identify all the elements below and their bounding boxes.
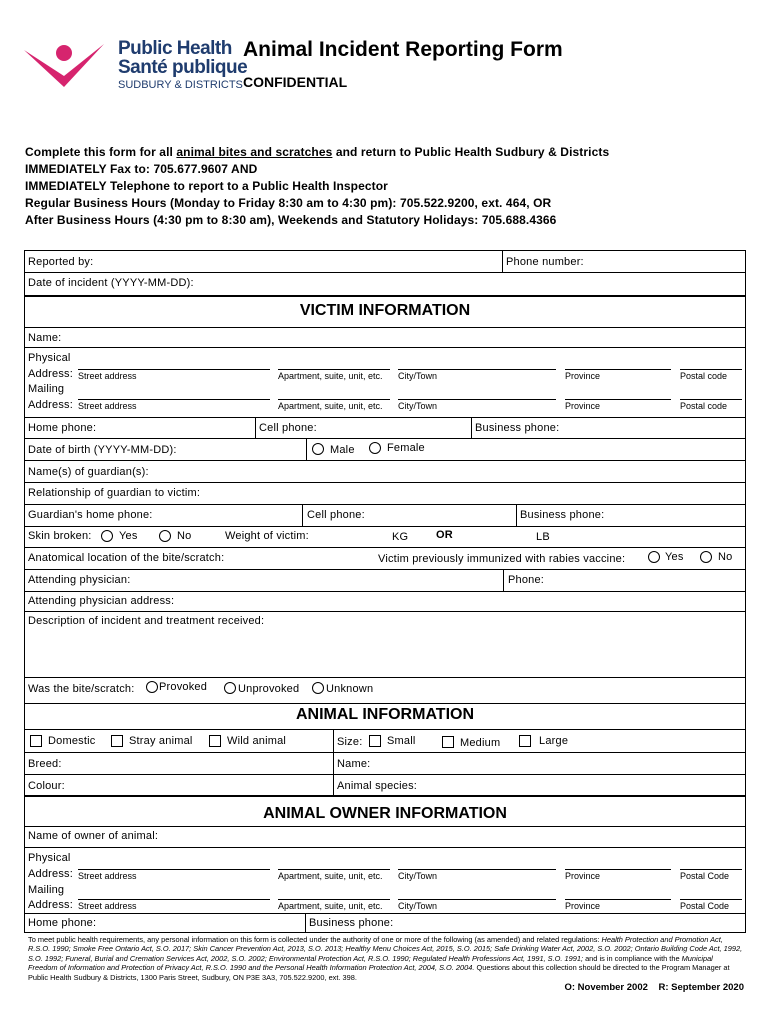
colour-label[interactable]: Colour: bbox=[28, 780, 65, 792]
owner-home-phone-label[interactable]: Home phone: bbox=[28, 917, 97, 929]
owner-phys-apt[interactable]: Apartment, suite, unit, etc. bbox=[278, 871, 383, 881]
confidential-label: CONFIDENTIAL bbox=[243, 74, 348, 90]
unprovoked-label: Unprovoked bbox=[238, 683, 300, 695]
victim-heading: VICTIM INFORMATION bbox=[299, 302, 471, 319]
privacy-p1i: Health Protection and Promotion Act, R.S.O. 1990; Smoke Free Ontario Act, S.O. 2017; Skin Cancer Prevention Act, 2013, S.O. 2013; Healthy Menu Choices Act, 2015, S.O. 2015; Safe Drinking Water Act, 2002, S.O. 2002; Ontario Building Code Act, 1992, S.O. 1992; Funeral, Burial and Cremation Services Act, 2002, S.O. 2002; Environmental Protection Act, R.S.O. 1990; Regulated Health Professions Act, 1991, S.O. 1991; bbox=[28, 935, 743, 963]
victim-address-label-2: Address: bbox=[28, 399, 74, 411]
owner-physical-label: Physical bbox=[28, 852, 71, 864]
male-radio[interactable] bbox=[312, 443, 324, 455]
immunized-no-label: No bbox=[718, 551, 733, 563]
guardian-cell-phone-label[interactable]: Cell phone: bbox=[307, 509, 365, 521]
victim-address-label-1: Address: bbox=[28, 368, 74, 380]
victim-mail-province[interactable]: Province bbox=[565, 401, 601, 411]
was-bite-label: Was the bite/scratch: bbox=[28, 683, 135, 695]
breed-label[interactable]: Breed: bbox=[28, 758, 62, 770]
unknown-radio[interactable] bbox=[312, 682, 324, 694]
owner-phys-province[interactable]: Province bbox=[565, 871, 601, 881]
org-sub: SUDBURY & DISTRICTS bbox=[118, 79, 243, 91]
reported-by-label[interactable]: Reported by: bbox=[28, 256, 94, 268]
victim-phys-street[interactable]: Street address bbox=[78, 371, 137, 381]
medium-checkbox[interactable] bbox=[442, 736, 454, 748]
stray-checkbox[interactable] bbox=[111, 735, 123, 747]
privacy-p3: Questions about this collection should be directed to the Program Manager at Public Health Sudbury & Districts, 1300 Paris Street, Sudbury, ON P3E 3A3, 705.522.9200, ext. 398. bbox=[28, 963, 730, 982]
relationship-label[interactable]: Relationship of guardian to victim: bbox=[28, 487, 201, 499]
victim-mail-city[interactable]: City/Town bbox=[398, 401, 438, 411]
instructions bbox=[25, 144, 609, 229]
owner-mail-postal[interactable]: Postal Code bbox=[680, 901, 730, 911]
unknown-label: Unknown bbox=[326, 683, 374, 695]
stray-label: Stray animal bbox=[129, 735, 193, 747]
anatomical-label[interactable]: Anatomical location of the bite/scratch: bbox=[28, 552, 225, 564]
domestic-checkbox[interactable] bbox=[30, 735, 42, 747]
victim-phys-apt[interactable]: Apartment, suite, unit, etc. bbox=[278, 371, 383, 381]
owner-mail-apt[interactable]: Apartment, suite, unit, etc. bbox=[278, 901, 383, 911]
owner-mailing-label: Mailing bbox=[28, 884, 65, 896]
immunized-label: Victim previously immunized with rabies vaccine: bbox=[378, 553, 626, 565]
victim-phys-postal[interactable]: Postal code bbox=[680, 371, 728, 381]
owner-name-label[interactable]: Name of owner of animal: bbox=[28, 830, 159, 842]
species-label[interactable]: Animal species: bbox=[337, 780, 418, 792]
victim-mailing-label: Mailing bbox=[28, 383, 65, 395]
wild-label: Wild animal bbox=[227, 735, 287, 747]
immunized-no-radio[interactable] bbox=[700, 551, 712, 563]
skin-broken-label: Skin broken: bbox=[28, 530, 92, 542]
owner-mail-street[interactable]: Street address bbox=[78, 901, 137, 911]
version-label: O: November 2002 R: September 2020 bbox=[564, 982, 744, 993]
victim-mail-street[interactable]: Street address bbox=[78, 401, 137, 411]
animal-heading: ANIMAL INFORMATION bbox=[295, 706, 475, 723]
privacy-notice bbox=[28, 935, 744, 982]
logo bbox=[22, 40, 106, 92]
owner-address-label-1: Address: bbox=[28, 868, 74, 880]
instr-2: IMMEDIATELY Fax to: 705.677.9607 AND bbox=[25, 162, 258, 176]
immunized-yes-radio[interactable] bbox=[648, 551, 660, 563]
physician-address-label[interactable]: Attending physician address: bbox=[28, 595, 175, 607]
owner-phys-postal[interactable]: Postal Code bbox=[680, 871, 730, 881]
skin-no-label: No bbox=[177, 530, 192, 542]
privacy-p1: To meet public health requirements, any personal information on this form is collected under the authority of one or more of the following (as amended) and related regulations: bbox=[28, 935, 602, 944]
immunized-yes-label: Yes bbox=[665, 551, 684, 563]
guardian-business-phone-label[interactable]: Business phone: bbox=[520, 509, 605, 521]
provoked-radio[interactable] bbox=[146, 681, 158, 693]
victim-dob-label[interactable]: Date of birth (YYYY-MM-DD): bbox=[28, 444, 177, 456]
victim-phys-city[interactable]: City/Town bbox=[398, 371, 438, 381]
description-label[interactable]: Description of incident and treatment received: bbox=[28, 615, 265, 627]
physician-phone-label[interactable]: Phone: bbox=[508, 574, 545, 586]
instr-3: IMMEDIATELY Telephone to report to a Public Health Inspector bbox=[25, 179, 388, 193]
victim-cell-phone-label[interactable]: Cell phone: bbox=[259, 422, 317, 434]
date-incident-label[interactable]: Date of incident (YYYY-MM-DD): bbox=[28, 277, 194, 289]
male-label: Male bbox=[330, 444, 355, 456]
victim-name-label[interactable]: Name: bbox=[28, 332, 62, 344]
instr-1c: and return to Public Health Sudbury & Districts bbox=[332, 145, 610, 159]
skin-yes-label: Yes bbox=[119, 530, 138, 542]
animal-name-label[interactable]: Name: bbox=[337, 758, 371, 770]
org-name-en: Public Health bbox=[118, 38, 232, 59]
victim-phys-province[interactable]: Province bbox=[565, 371, 601, 381]
instr-1a: Complete this form for all bbox=[25, 145, 177, 159]
owner-mail-city[interactable]: City/Town bbox=[398, 901, 438, 911]
unprovoked-radio[interactable] bbox=[224, 682, 236, 694]
owner-address-label-2: Address: bbox=[28, 899, 74, 911]
instr-1b: animal bites and scratches bbox=[176, 145, 333, 159]
physician-label[interactable]: Attending physician: bbox=[28, 574, 131, 586]
small-checkbox[interactable] bbox=[369, 735, 381, 747]
victim-mail-apt[interactable]: Apartment, suite, unit, etc. bbox=[278, 401, 383, 411]
medium-label: Medium bbox=[460, 737, 501, 749]
owner-mail-province[interactable]: Province bbox=[565, 901, 601, 911]
victim-physical-label: Physical bbox=[28, 352, 71, 364]
weight-label[interactable]: Weight of victim: bbox=[225, 530, 309, 542]
size-label: Size: bbox=[337, 736, 363, 748]
or-label: OR bbox=[436, 529, 453, 541]
provoked-label: Provoked bbox=[159, 681, 208, 693]
large-checkbox[interactable] bbox=[519, 735, 531, 747]
form-title: Animal Incident Reporting Form bbox=[243, 38, 563, 61]
org-name-fr: Santé publique bbox=[118, 57, 248, 78]
owner-phys-city[interactable]: City/Town bbox=[398, 871, 438, 881]
large-label: Large bbox=[539, 735, 569, 747]
victim-home-phone-label[interactable]: Home phone: bbox=[28, 422, 97, 434]
owner-heading: ANIMAL OWNER INFORMATION bbox=[263, 805, 507, 822]
domestic-label: Domestic bbox=[48, 735, 96, 747]
female-radio[interactable] bbox=[369, 442, 381, 454]
skin-no-radio[interactable] bbox=[159, 530, 171, 542]
guardian-home-phone-label[interactable]: Guardian's home phone: bbox=[28, 509, 153, 521]
instr-4: Regular Business Hours (Monday to Friday 8:30 am to 4:30 pm): 705.522.9200, ext. 464, OR bbox=[25, 196, 552, 210]
phone-number-label[interactable]: Phone number: bbox=[506, 256, 584, 268]
kg-label: KG bbox=[392, 531, 409, 543]
small-label: Small bbox=[387, 735, 416, 747]
skin-yes-radio[interactable] bbox=[101, 530, 113, 542]
victim-business-phone-label[interactable]: Business phone: bbox=[475, 422, 560, 434]
report-box bbox=[24, 250, 746, 296]
privacy-p2: and is in compliance with the bbox=[583, 953, 682, 963]
guardians-label[interactable]: Name(s) of guardian(s): bbox=[28, 466, 149, 478]
owner-phys-street[interactable]: Street address bbox=[78, 871, 137, 881]
lb-label: LB bbox=[536, 531, 550, 543]
privacy-p2i: Municipal Freedom of Information and Protection of Privacy Act, R.S.O. 1990 and the Personal Health Information Protection Act, 2004, S.O. 2004. bbox=[28, 953, 713, 973]
wild-checkbox[interactable] bbox=[209, 735, 221, 747]
owner-business-phone-label[interactable]: Business phone: bbox=[309, 917, 394, 929]
instr-5: After Business Hours (4:30 pm to 8:30 am), Weekends and Statutory Holidays: 705.688.4366 bbox=[25, 213, 557, 227]
victim-mail-postal[interactable]: Postal code bbox=[680, 401, 728, 411]
victim-section bbox=[24, 296, 746, 704]
female-label: Female bbox=[387, 442, 425, 454]
